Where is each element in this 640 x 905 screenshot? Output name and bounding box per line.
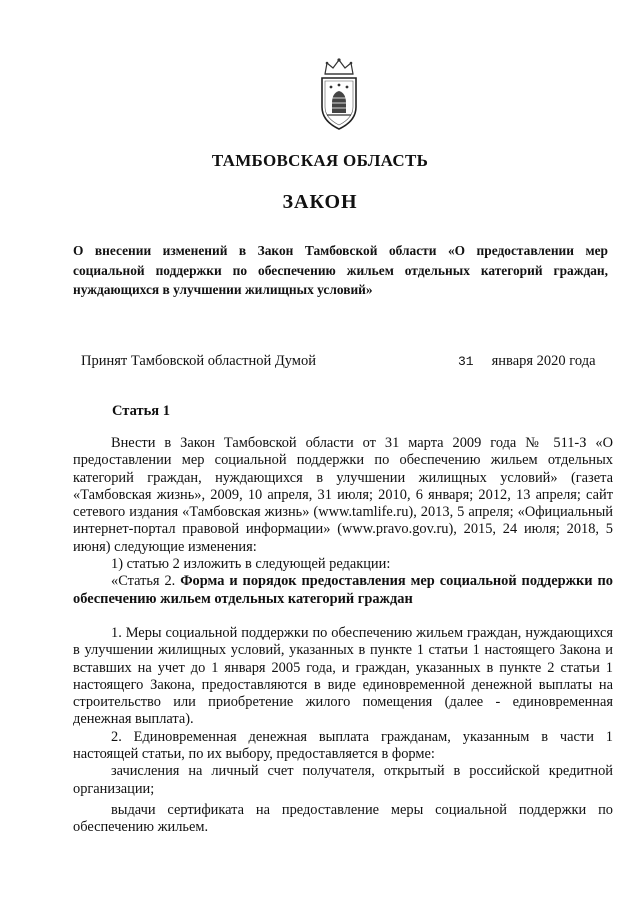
adopted-by: Принят Тамбовской областной Думой bbox=[81, 353, 316, 369]
quoted-article-title: Форма и порядок предоставления мер социальной поддержки по обеспечению жильем отдельных категорий граждан bbox=[73, 573, 613, 607]
paragraph-3: зачисления на личный счет получателя, открытый в российской кредитной организации; bbox=[73, 763, 613, 797]
article-heading: Статья 1 bbox=[112, 403, 170, 419]
amendment-item-1: 1) статью 2 изложить в следующей редакции: bbox=[111, 556, 391, 573]
law-title: О внесении изменений в Закон Тамбовской области «О предоставлении мер социальной поддержки по обеспечению жильем отдельных категорий граждан, нуждающихся в улучшении жилищных условий» bbox=[73, 243, 608, 297]
document-type: ЗАКОН bbox=[282, 191, 358, 213]
article-intro: Внести в Закон Тамбовской области от 31 марта 2009 года № 511-З «О предоставлении мер социальной поддержки по обеспечению жильем отдельных категорий граждан, нуждающихся в улучшении жилищных условий» (газета «Тамбовская жизнь», 2009, 10 апреля, 31 июля; 2010, 6 января; 2012, 13 апреля; сайт сетевого издания «Тамбовская жизнь» (www.tamlife.ru), 2013, 5 апреля; «Официальный интернет-портал правовой информации» (www.pravo.gov.ru), 2015, 24 июля; 2018, 5 июня) следующие изменения: bbox=[73, 435, 613, 555]
paragraph-1: 1. Меры социальной поддержки по обеспечению жильем граждан, нуждающихся в улучшении жилищных условий, указанных в пункте 1 статьи 1 настоящего Закона и вставших на учет до 1 января 2005 года, и граждан, указанных в пункте 2 статьи 1 настоящего Закона, предоставляются в виде единовременной денежной выплаты на строительство или приобретение жилого помещения (далее - единовременная денежная выплата). bbox=[73, 624, 613, 728]
adoption-date bbox=[458, 353, 596, 370]
article-body bbox=[73, 435, 613, 837]
quoted-article-heading bbox=[73, 573, 613, 608]
adoption-day: 31 bbox=[458, 354, 474, 369]
adoption-month-year: января 2020 года bbox=[491, 353, 596, 369]
region-name: ТАМБОВСКАЯ ОБЛАСТЬ bbox=[211, 151, 429, 170]
paragraph-4: выдачи сертификата на предоставление меры социальной поддержки по обеспечению жильем. bbox=[73, 801, 613, 836]
tambov-coat-of-arms-icon bbox=[313, 57, 365, 135]
paragraph-2: 2. Единовременная денежная выплата гражданам, указанным в части 1 настоящей статьи, по их выбору, предоставляется в форме: bbox=[73, 728, 613, 763]
quoted-article-prefix: «Статья 2. bbox=[111, 573, 176, 590]
